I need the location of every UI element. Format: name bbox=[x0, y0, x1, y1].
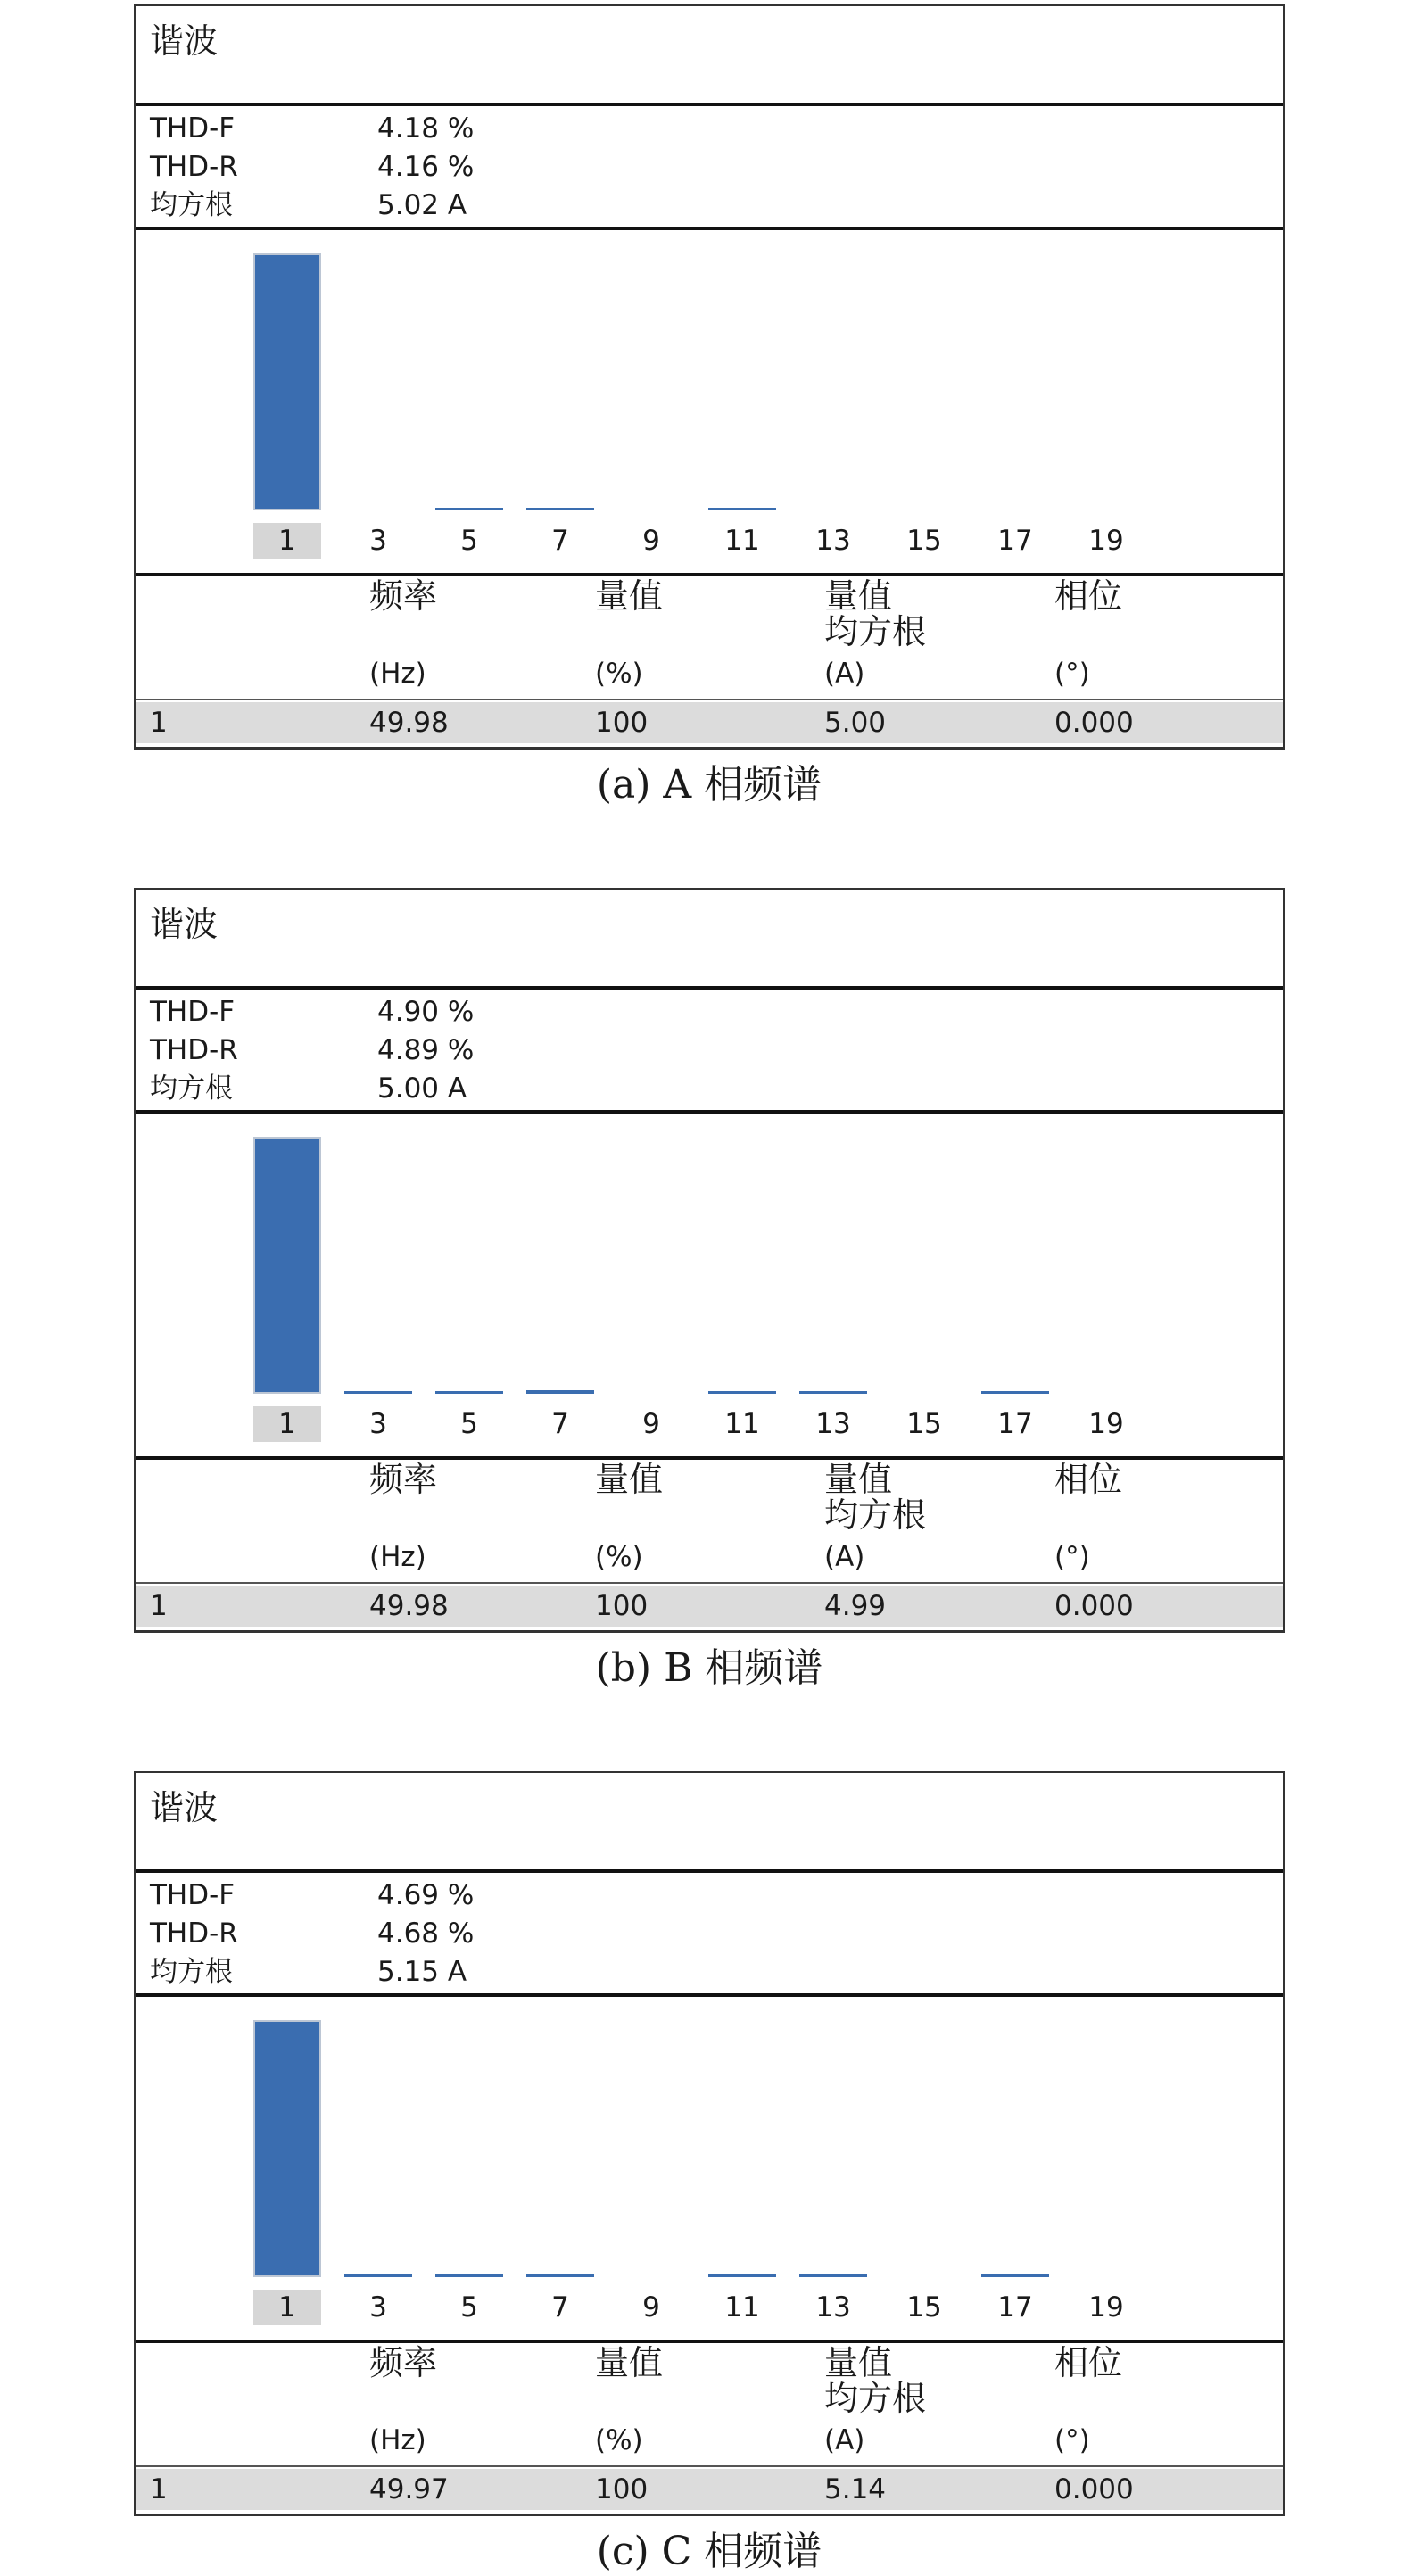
col-header-rms-line1: 量值 bbox=[824, 576, 893, 616]
cell-rms: 5.14 bbox=[824, 2473, 887, 2506]
harmonic-bar-5[interactable] bbox=[435, 2274, 503, 2277]
harmonic-bar-1[interactable] bbox=[253, 1137, 321, 1394]
thd-f-value: 4.90 % bbox=[377, 996, 475, 1028]
col-header-rms-line2: 均方根 bbox=[824, 612, 927, 651]
harmonic-tick-3[interactable]: 3 bbox=[369, 1408, 387, 1440]
harmonic-tick-1[interactable]: 1 bbox=[253, 1406, 321, 1442]
thd-f-label: THD-F bbox=[150, 112, 236, 145]
harmonic-bar-17[interactable] bbox=[981, 2274, 1049, 2277]
harmonic-bar-chart[interactable] bbox=[136, 1998, 1283, 2337]
rms-label: 均方根 bbox=[150, 1956, 233, 1988]
harmonic-bar-11[interactable] bbox=[708, 508, 776, 510]
cell-rms: 5.00 bbox=[824, 707, 887, 739]
thd-r-value: 4.89 % bbox=[377, 1034, 475, 1066]
cell-magnitude: 100 bbox=[595, 707, 649, 739]
harmonic-tick-13[interactable]: 13 bbox=[815, 2291, 851, 2323]
cell-phase: 0.000 bbox=[1054, 1590, 1134, 1622]
unit-rms: (A) bbox=[824, 2424, 865, 2456]
row-divider bbox=[136, 699, 1283, 700]
harmonics-panel bbox=[134, 888, 1285, 1633]
harmonic-bar-1[interactable] bbox=[253, 253, 321, 510]
unit-magnitude: (%) bbox=[595, 2424, 643, 2456]
unit-frequency: (Hz) bbox=[369, 2424, 426, 2456]
harmonic-tick-17[interactable]: 17 bbox=[997, 525, 1033, 557]
rms-value: 5.15 A bbox=[377, 1956, 467, 1988]
row-divider bbox=[136, 1582, 1283, 1584]
row-divider bbox=[136, 2465, 1283, 2467]
col-header-frequency: 频率 bbox=[369, 2343, 438, 2382]
cell-magnitude: 100 bbox=[595, 2473, 649, 2506]
rms-value: 5.02 A bbox=[377, 189, 467, 221]
cell-frequency: 49.97 bbox=[369, 2473, 449, 2506]
harmonic-tick-19[interactable]: 19 bbox=[1088, 1408, 1124, 1440]
cell-frequency: 49.98 bbox=[369, 1590, 449, 1622]
harmonic-bar-11[interactable] bbox=[708, 1391, 776, 1394]
unit-magnitude: (%) bbox=[595, 658, 643, 690]
divider bbox=[136, 227, 1283, 230]
panel-title: 谐波 bbox=[150, 21, 219, 61]
col-header-phase: 相位 bbox=[1054, 576, 1123, 616]
figure-caption: (b) B 相频谱 bbox=[595, 1645, 823, 1691]
cell-magnitude: 100 bbox=[595, 1590, 649, 1622]
harmonic-bar-7[interactable] bbox=[526, 2274, 594, 2277]
harmonic-tick-11[interactable]: 11 bbox=[724, 525, 760, 557]
cell-phase: 0.000 bbox=[1054, 2473, 1134, 2506]
harmonic-tick-5[interactable]: 5 bbox=[460, 1408, 478, 1440]
rms-label: 均方根 bbox=[150, 1073, 233, 1105]
cell-frequency: 49.98 bbox=[369, 707, 449, 739]
col-header-phase: 相位 bbox=[1054, 1460, 1123, 1499]
harmonic-bar-7[interactable] bbox=[526, 1390, 594, 1394]
harmonic-tick-5[interactable]: 5 bbox=[460, 525, 478, 557]
rms-value: 5.00 A bbox=[377, 1073, 467, 1105]
cell-rms: 4.99 bbox=[824, 1590, 887, 1622]
figure-a bbox=[134, 4, 1285, 808]
harmonic-tick-13[interactable]: 13 bbox=[815, 525, 851, 557]
harmonic-bar-13[interactable] bbox=[799, 1391, 867, 1394]
harmonic-tick-19[interactable]: 19 bbox=[1088, 2291, 1124, 2323]
harmonic-bar-chart[interactable] bbox=[136, 231, 1283, 570]
harmonic-tick-9[interactable]: 9 bbox=[642, 1408, 660, 1440]
thd-r-label: THD-R bbox=[150, 151, 238, 183]
cell-harmonic: 1 bbox=[150, 1590, 168, 1622]
harmonic-tick-5[interactable]: 5 bbox=[460, 2291, 478, 2323]
unit-phase: (°) bbox=[1054, 2424, 1090, 2456]
col-header-magnitude: 量值 bbox=[595, 1460, 664, 1499]
harmonic-bar-chart[interactable] bbox=[136, 1114, 1283, 1454]
harmonic-bar-5[interactable] bbox=[435, 1391, 503, 1394]
figure-caption: (c) C 相频谱 bbox=[596, 2529, 822, 2574]
panel-title: 谐波 bbox=[150, 1788, 219, 1827]
harmonic-tick-15[interactable]: 15 bbox=[906, 2291, 942, 2323]
unit-magnitude: (%) bbox=[595, 1541, 643, 1573]
harmonic-tick-3[interactable]: 3 bbox=[369, 2291, 387, 2323]
col-header-phase: 相位 bbox=[1054, 2343, 1123, 2382]
thd-r-label: THD-R bbox=[150, 1918, 238, 1950]
harmonic-tick-17[interactable]: 17 bbox=[997, 2291, 1033, 2323]
harmonic-bar-1[interactable] bbox=[253, 2020, 321, 2277]
cell-harmonic: 1 bbox=[150, 2473, 168, 2506]
figure-c bbox=[134, 1771, 1285, 2574]
harmonics-panel bbox=[134, 4, 1285, 750]
harmonic-tick-3[interactable]: 3 bbox=[369, 525, 387, 557]
col-header-rms-line2: 均方根 bbox=[824, 1495, 927, 1535]
col-header-magnitude: 量值 bbox=[595, 2343, 664, 2382]
unit-frequency: (Hz) bbox=[369, 658, 426, 690]
harmonic-bar-7[interactable] bbox=[526, 508, 594, 510]
thd-f-value: 4.69 % bbox=[377, 1879, 475, 1911]
divider bbox=[136, 1869, 1283, 1873]
unit-rms: (A) bbox=[824, 1541, 865, 1573]
divider bbox=[136, 103, 1283, 106]
thd-f-label: THD-F bbox=[150, 1879, 236, 1911]
thd-f-label: THD-F bbox=[150, 996, 236, 1028]
harmonic-bar-5[interactable] bbox=[435, 508, 503, 510]
harmonics-panel bbox=[134, 1771, 1285, 2516]
figure-caption: (a) A 相频谱 bbox=[596, 762, 822, 808]
divider bbox=[136, 1110, 1283, 1114]
harmonic-bar-17[interactable] bbox=[981, 1391, 1049, 1394]
harmonic-tick-1[interactable]: 1 bbox=[253, 2290, 321, 2325]
harmonic-tick-15[interactable]: 15 bbox=[906, 1408, 942, 1440]
unit-frequency: (Hz) bbox=[369, 1541, 426, 1573]
rms-label: 均方根 bbox=[150, 189, 233, 221]
col-header-rms-line1: 量值 bbox=[824, 1460, 893, 1499]
harmonic-tick-9[interactable]: 9 bbox=[642, 2291, 660, 2323]
unit-rms: (A) bbox=[824, 658, 865, 690]
thd-r-value: 4.16 % bbox=[377, 151, 475, 183]
thd-r-label: THD-R bbox=[150, 1034, 238, 1066]
harmonic-tick-9[interactable]: 9 bbox=[642, 525, 660, 557]
harmonic-tick-7[interactable]: 7 bbox=[551, 1408, 569, 1440]
thd-f-value: 4.18 % bbox=[377, 112, 475, 145]
unit-phase: (°) bbox=[1054, 658, 1090, 690]
harmonic-tick-7[interactable]: 7 bbox=[551, 525, 569, 557]
harmonic-tick-1[interactable]: 1 bbox=[253, 523, 321, 559]
harmonic-tick-11[interactable]: 11 bbox=[724, 2291, 760, 2323]
harmonic-tick-17[interactable]: 17 bbox=[997, 1408, 1033, 1440]
divider bbox=[136, 986, 1283, 990]
panel-title: 谐波 bbox=[150, 905, 219, 944]
figure-b bbox=[134, 888, 1285, 1691]
col-header-rms-line2: 均方根 bbox=[824, 2379, 927, 2418]
harmonic-tick-13[interactable]: 13 bbox=[815, 1408, 851, 1440]
harmonic-tick-7[interactable]: 7 bbox=[551, 2291, 569, 2323]
harmonic-tick-15[interactable]: 15 bbox=[906, 525, 942, 557]
cell-harmonic: 1 bbox=[150, 707, 168, 739]
harmonic-bar-3[interactable] bbox=[344, 1391, 412, 1394]
col-header-frequency: 频率 bbox=[369, 1460, 438, 1499]
cell-phase: 0.000 bbox=[1054, 707, 1134, 739]
harmonic-tick-11[interactable]: 11 bbox=[724, 1408, 760, 1440]
harmonic-bar-13[interactable] bbox=[799, 2274, 867, 2277]
harmonic-bar-11[interactable] bbox=[708, 2274, 776, 2277]
harmonic-tick-19[interactable]: 19 bbox=[1088, 525, 1124, 557]
col-header-frequency: 频率 bbox=[369, 576, 438, 616]
harmonic-bar-3[interactable] bbox=[344, 2274, 412, 2277]
col-header-rms-line1: 量值 bbox=[824, 2343, 893, 2382]
unit-phase: (°) bbox=[1054, 1541, 1090, 1573]
thd-r-value: 4.68 % bbox=[377, 1918, 475, 1950]
col-header-magnitude: 量值 bbox=[595, 576, 664, 616]
divider bbox=[136, 1993, 1283, 1997]
